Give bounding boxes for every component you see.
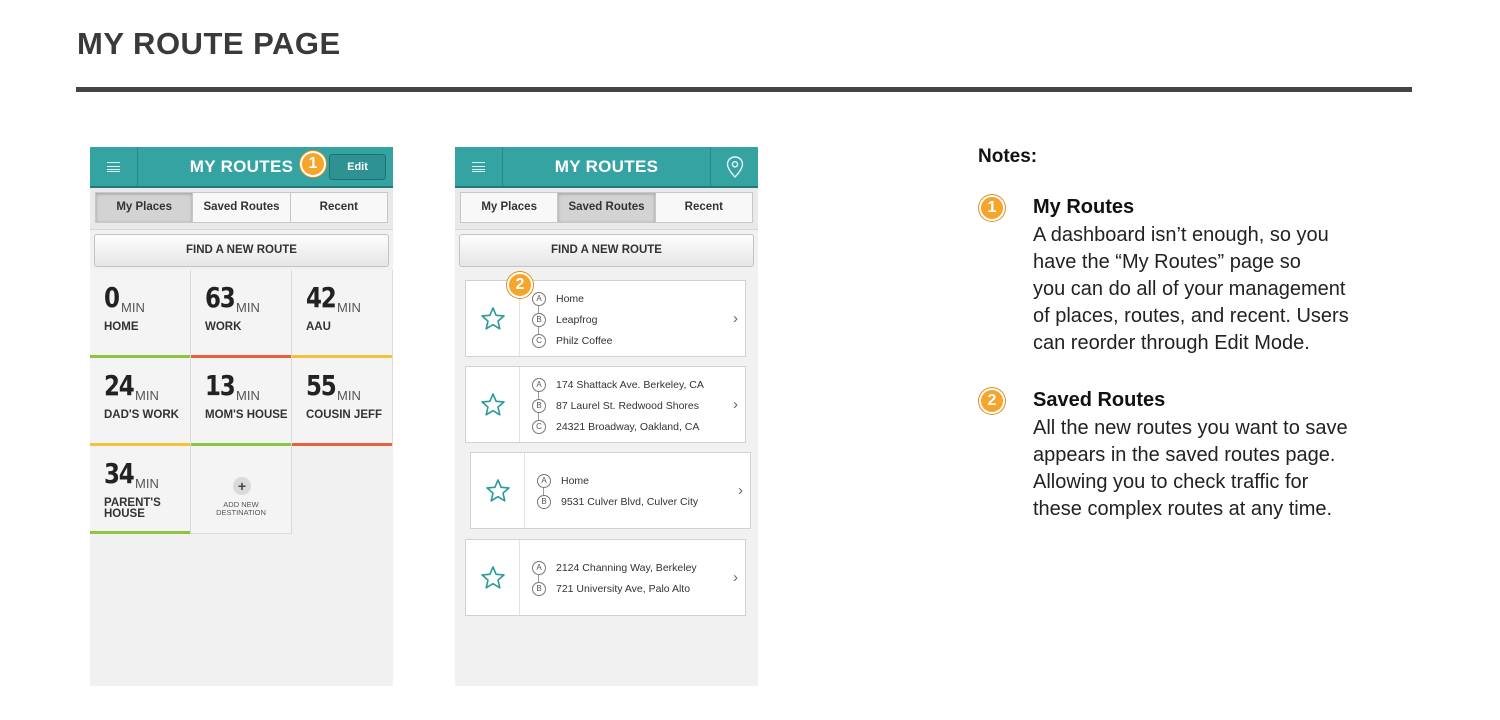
stop-letter-marker: B: [537, 495, 551, 509]
place-minutes: 55: [306, 369, 336, 402]
annotation-badge-1: 1: [300, 151, 326, 177]
star-icon: [480, 392, 506, 417]
place-minutes: 63: [205, 281, 235, 314]
saved-route-card[interactable]: [465, 366, 746, 443]
app-title: MY ROUTES: [554, 157, 659, 176]
place-minutes-unit: MIN: [121, 300, 145, 315]
place-minutes-unit: MIN: [236, 388, 260, 403]
place-minutes-unit: MIN: [337, 388, 361, 403]
stop-letter-marker: C: [532, 420, 546, 434]
note-line: Allowing you to check traffic for: [1033, 471, 1309, 493]
note-line: have the “My Routes” page so: [1033, 251, 1301, 273]
star-icon: [480, 565, 506, 590]
star-icon: [480, 306, 506, 331]
route-connector-line: [543, 488, 544, 495]
favorite-toggle[interactable]: [466, 367, 520, 442]
stop-address: Philz Coffee: [556, 335, 613, 347]
place-tile[interactable]: [191, 358, 292, 446]
stop-address: Leapfrog: [556, 314, 598, 326]
place-name: PARENT'S HOUSE: [104, 497, 161, 520]
place-minutes-unit: MIN: [337, 300, 361, 315]
stop-address: Home: [556, 293, 585, 305]
place-minutes: 13: [205, 369, 235, 402]
note-badge-2: 2: [979, 388, 1005, 414]
stop-address: 2124 Channing Way, Berkeley: [556, 562, 697, 574]
add-destination-label: ADD NEW DESTINATION: [216, 500, 266, 517]
traffic-status-bar: [292, 443, 392, 446]
stop-letter-marker: A: [532, 378, 546, 392]
tab-saved-routes[interactable]: Saved Routes: [558, 192, 655, 223]
hamburger-icon: [472, 162, 485, 172]
tab-my-places[interactable]: My Places: [460, 192, 558, 223]
stop-address: Home: [561, 475, 590, 487]
place-tile[interactable]: [292, 270, 393, 358]
note-line: you can do all of your management: [1033, 278, 1346, 300]
annotation-badge-2: 2: [507, 272, 533, 298]
edit-button[interactable]: Edit: [329, 154, 386, 180]
app-title: MY ROUTES: [189, 157, 294, 176]
place-minutes: 42: [306, 281, 336, 314]
add-destination-tile[interactable]: [191, 446, 292, 534]
star-icon: [485, 478, 511, 503]
saved-route-card[interactable]: [465, 539, 746, 616]
place-name: WORK: [205, 321, 242, 333]
tab-recent[interactable]: Recent: [656, 192, 753, 223]
place-name: DAD'S WORK: [104, 409, 179, 421]
app-header: [455, 147, 758, 188]
stop-letter-marker: A: [532, 292, 546, 306]
place-minutes-unit: MIN: [236, 300, 260, 315]
app-header: [90, 147, 393, 188]
place-tile[interactable]: [90, 446, 191, 534]
stop-letter-marker: C: [532, 334, 546, 348]
stop-letter-marker: A: [532, 561, 546, 575]
chevron-right-icon: ›: [738, 481, 743, 499]
chevron-right-icon: ›: [733, 395, 738, 413]
saved-routes-screen: [455, 147, 758, 686]
place-name: MOM'S HOUSE: [205, 409, 288, 421]
stop-letter-marker: B: [532, 313, 546, 327]
tab-bar: [90, 188, 393, 230]
note-line: these complex routes at any time.: [1033, 498, 1333, 520]
stop-address: 721 University Ave, Palo Alto: [556, 583, 691, 595]
tab-saved-routes[interactable]: Saved Routes: [193, 192, 290, 223]
favorite-toggle[interactable]: [471, 453, 525, 528]
note-line: can reorder through Edit Mode.: [1033, 332, 1310, 354]
place-minutes: 24: [104, 369, 134, 402]
note-line: All the new routes you want to save: [1033, 417, 1348, 439]
stop-letter-marker: A: [537, 474, 551, 488]
note-line: appears in the saved routes page.: [1033, 444, 1336, 466]
note-body-saved-routes: [1033, 415, 1403, 523]
menu-button[interactable]: [455, 147, 503, 186]
tab-recent[interactable]: Recent: [291, 192, 388, 223]
saved-route-card[interactable]: [470, 452, 751, 529]
chevron-right-icon: ›: [733, 309, 738, 327]
route-connector-line: [538, 575, 539, 582]
place-minutes-unit: MIN: [135, 388, 159, 403]
place-name: COUSIN JEFF: [306, 409, 383, 421]
traffic-status-bar: [90, 531, 190, 534]
stop-letter-marker: B: [532, 399, 546, 413]
menu-button[interactable]: [90, 147, 138, 186]
place-tile[interactable]: [292, 358, 393, 446]
heading-divider: [76, 87, 1412, 92]
place-minutes-unit: MIN: [135, 476, 159, 491]
note-title-my-routes: My Routes: [1033, 196, 1135, 218]
place-tile[interactable]: [90, 358, 191, 446]
hamburger-icon: [107, 162, 120, 172]
place-minutes: 0: [104, 281, 119, 314]
stop-letter-marker: B: [532, 582, 546, 596]
stop-address: 174 Shattack Ave. Berkeley, CA: [556, 379, 704, 391]
place-tile[interactable]: [90, 270, 191, 358]
place-name: AAU: [306, 321, 331, 333]
place-tile[interactable]: [191, 270, 292, 358]
note-badge-1: 1: [979, 195, 1005, 221]
place-minutes: 34: [104, 457, 134, 490]
tab-my-places[interactable]: My Places: [95, 192, 193, 223]
notes-heading: Notes:: [978, 146, 1038, 167]
note-body-my-routes: [1033, 222, 1403, 357]
find-new-route-button[interactable]: FIND A NEW ROUTE: [94, 234, 389, 267]
tab-bar: [455, 188, 758, 230]
favorite-toggle[interactable]: [466, 540, 520, 615]
page-title: MY ROUTE PAGE: [77, 26, 341, 61]
location-button[interactable]: [710, 147, 758, 186]
location-pin-icon: [726, 156, 744, 178]
stop-address: 24321 Broadway, Oakland, CA: [556, 421, 700, 433]
plus-icon: +: [233, 477, 251, 495]
stop-address: 9531 Culver Blvd, Culver City: [561, 496, 699, 508]
saved-route-card[interactable]: [465, 280, 746, 357]
find-new-route-button[interactable]: FIND A NEW ROUTE: [459, 234, 754, 267]
note-line: A dashboard isn’t enough, so you: [1033, 224, 1329, 246]
chevron-right-icon: ›: [733, 568, 738, 586]
stop-address: 87 Laurel St. Redwood Shores: [556, 400, 700, 412]
note-title-saved-routes: Saved Routes: [1033, 389, 1166, 411]
note-line: of places, routes, and recent. Users: [1033, 305, 1349, 327]
my-places-screen: [90, 147, 393, 686]
place-name: HOME: [104, 321, 139, 333]
